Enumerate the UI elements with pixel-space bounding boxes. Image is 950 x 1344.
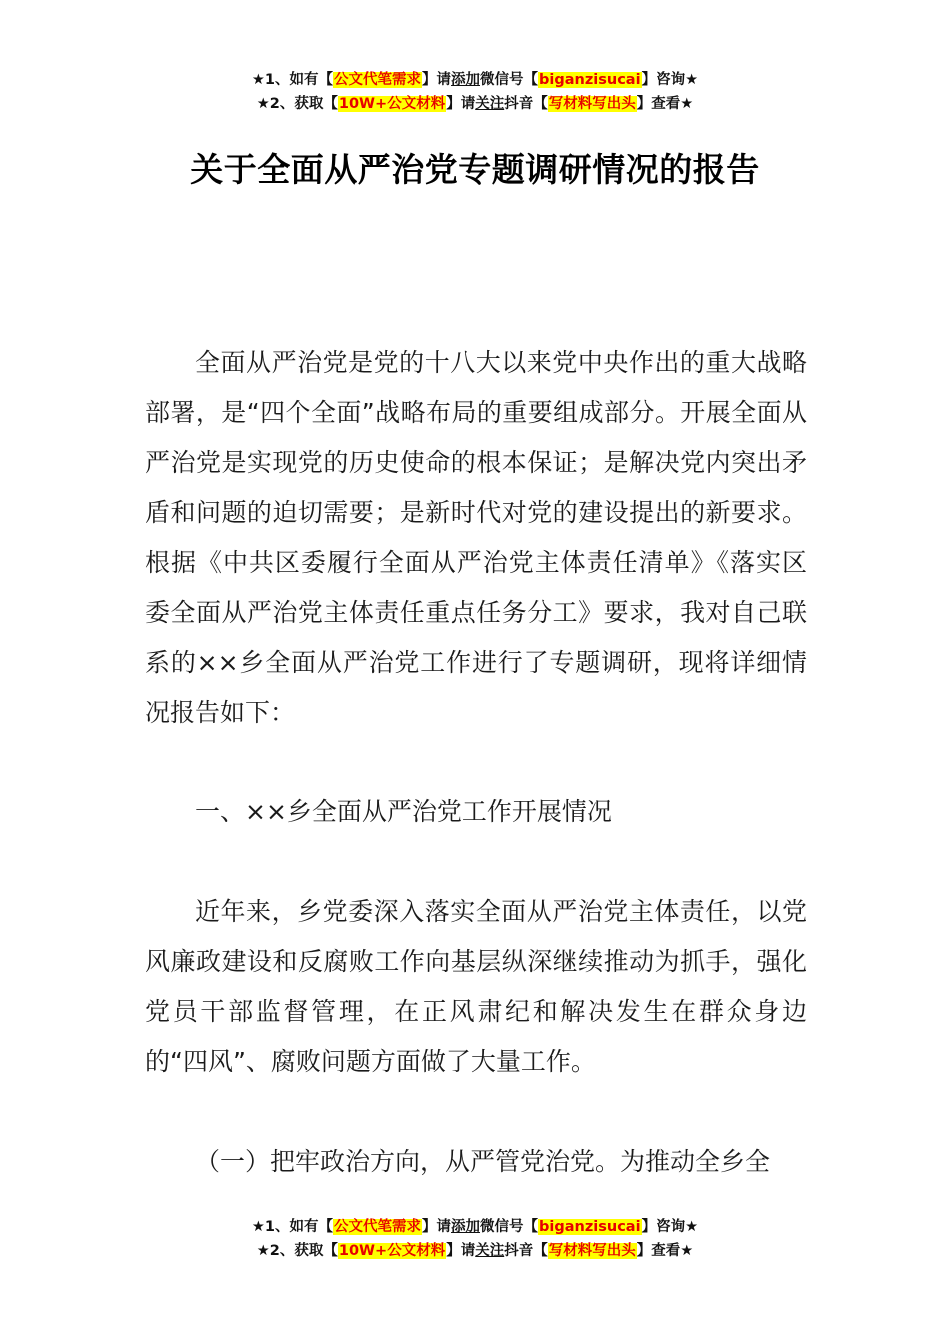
banner-text: 微信号【 [480, 72, 539, 88]
banner-line-1 [0, 1215, 950, 1239]
banner-underline: 关注 [475, 96, 505, 112]
header-banner [0, 68, 950, 116]
banner-line-1 [0, 68, 950, 92]
banner-text: ★1、如有【 [251, 1219, 334, 1235]
banner-text: 抖音【 [504, 96, 548, 112]
banner-text: 抖音【 [504, 1243, 548, 1259]
banner-text: 】请 [446, 1243, 476, 1259]
banner-text: 】请 [446, 96, 476, 112]
banner-wechat-id: biganzisucai [539, 1219, 641, 1235]
body-paragraph-1: 全面从严治党是党的十八大以来党中央作出的重大战略部署，是“四个全面”战略布局的重要组成部分。开展全面从严治党是实现党的历史使命的根本保证；是解决党内突出矛盾和问题的迫切需要；是新时代对党的建设提出的新要求。根据《中共区委履行全面从严治党主体责任清单》《落实区委全面从严治党主体责任重点任务分工》要求，我对自己联系的××乡全面从严治党工作进行了专题调研，现将详细情况报告如下： [145, 348, 807, 727]
body-paragraph-2: 近年来，乡党委深入落实全面从严治党主体责任，以党风廉政建设和反腐败工作向基层纵深继续推动为抓手，强化党员干部监督管理，在正风肃纪和解决发生在群众身边的“四风”、腐败问题方面做了大量工作。 [145, 897, 807, 1076]
banner-highlight: 公文代笔需求 [334, 72, 422, 88]
banner-highlight: 10W+公文材料 [338, 96, 446, 112]
banner-text: ★2、获取【 [256, 1243, 338, 1259]
banner-douyin-id: 写材料写出头 [548, 1243, 636, 1259]
document-title: 关于全面从严治党专题调研情况的报告 [190, 150, 760, 189]
section-heading-1: 一、××乡全面从严治党工作开展情况 [195, 797, 612, 826]
banner-douyin-id: 写材料写出头 [548, 96, 636, 112]
banner-text: 】查看★ [636, 1243, 694, 1259]
banner-text: 】请 [422, 72, 452, 88]
banner-highlight: 10W+公文材料 [338, 1243, 446, 1259]
banner-line-2 [0, 92, 950, 116]
banner-wechat-id: biganzisucai [539, 72, 641, 88]
banner-text: ★2、获取【 [256, 96, 338, 112]
banner-text: ★1、如有【 [251, 72, 334, 88]
banner-text: 】查看★ [636, 96, 694, 112]
footer-banner [0, 1215, 950, 1263]
banner-highlight: 公文代笔需求 [334, 1219, 422, 1235]
banner-underline: 关注 [475, 1243, 505, 1259]
banner-underline: 添加 [451, 72, 481, 88]
banner-text: 】请 [422, 1219, 452, 1235]
banner-text: 微信号【 [480, 1219, 539, 1235]
banner-text: 】咨询★ [641, 1219, 699, 1235]
banner-line-2 [0, 1239, 950, 1263]
body-paragraph-3: （一）把牢政治方向，从严管党治党。为推动全乡全 [195, 1147, 771, 1176]
banner-underline: 添加 [451, 1219, 481, 1235]
banner-text: 】咨询★ [641, 72, 699, 88]
